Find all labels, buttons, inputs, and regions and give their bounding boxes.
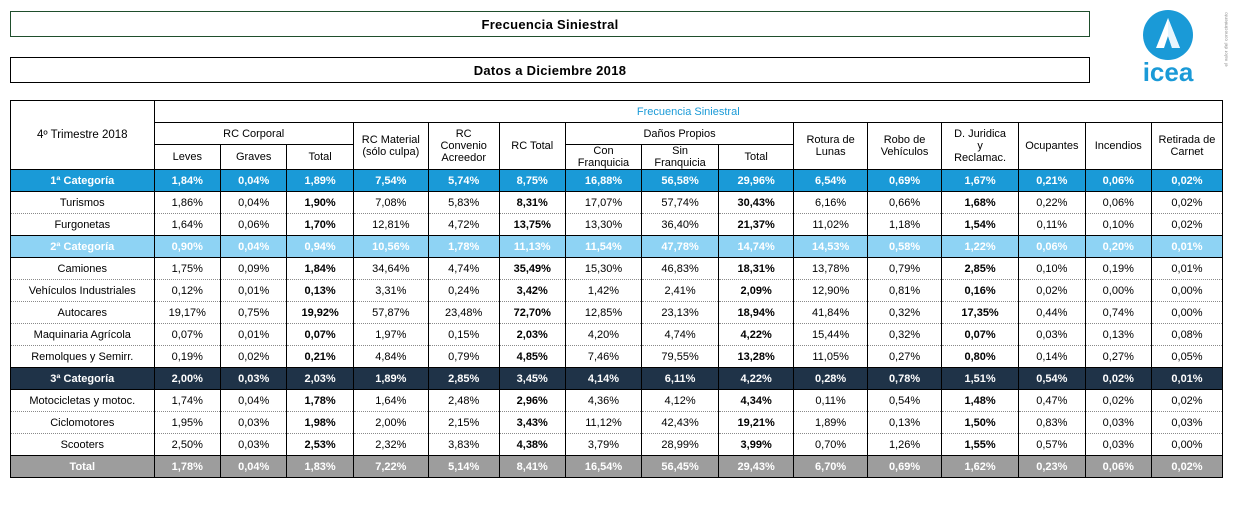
table-cell: 0,02% xyxy=(1151,390,1222,412)
table-cell: 79,55% xyxy=(642,346,719,368)
table-cell: 4,14% xyxy=(565,368,641,390)
table-cell: 57,87% xyxy=(353,302,428,324)
table-cell: 1,78% xyxy=(287,390,353,412)
table-cell: 0,02% xyxy=(1019,280,1085,302)
col-header-robo-vehiculos: Robo de Vehículos xyxy=(868,123,942,170)
table-cell: 15,44% xyxy=(794,324,868,346)
table-row xyxy=(11,390,1223,412)
table-cell: 2,15% xyxy=(428,412,499,434)
table-cell: 3,99% xyxy=(719,434,794,456)
table-cell: 1,50% xyxy=(942,412,1019,434)
table-cell: 0,03% xyxy=(1085,412,1151,434)
table-row xyxy=(11,412,1223,434)
table-cell: 5,14% xyxy=(428,456,499,478)
row-label: Total xyxy=(11,456,155,478)
table-row xyxy=(11,280,1223,302)
table-cell: 0,21% xyxy=(1019,170,1085,192)
table-cell: 1,70% xyxy=(287,214,353,236)
table-cell: 0,06% xyxy=(1085,192,1151,214)
table-row xyxy=(11,324,1223,346)
table-cell: 0,54% xyxy=(1019,368,1085,390)
table-cell: 0,03% xyxy=(220,412,286,434)
table-cell: 0,02% xyxy=(1151,192,1222,214)
table-cell: 42,43% xyxy=(642,412,719,434)
table-cell: 5,74% xyxy=(428,170,499,192)
table-cell: 0,01% xyxy=(1151,236,1222,258)
table-cell: 1,78% xyxy=(428,236,499,258)
table-cell: 1,74% xyxy=(154,390,220,412)
row-label: Camiones xyxy=(11,258,155,280)
table-cell: 0,06% xyxy=(1085,170,1151,192)
table-cell: 35,49% xyxy=(499,258,565,280)
table-cell: 0,27% xyxy=(868,346,942,368)
table-cell: 4,74% xyxy=(428,258,499,280)
table-cell: 0,03% xyxy=(1085,434,1151,456)
table-cell: 4,38% xyxy=(499,434,565,456)
table-cell: 0,01% xyxy=(220,324,286,346)
table-cell: 0,00% xyxy=(1151,434,1222,456)
table-cell: 4,22% xyxy=(719,368,794,390)
table-cell: 0,81% xyxy=(868,280,942,302)
table-cell: 14,74% xyxy=(719,236,794,258)
col-header-rc-corporal-total: Total xyxy=(287,145,353,170)
table-cell: 19,21% xyxy=(719,412,794,434)
table-cell: 4,36% xyxy=(565,390,641,412)
table-cell: 0,15% xyxy=(428,324,499,346)
table-cell: 17,07% xyxy=(565,192,641,214)
table-cell: 15,30% xyxy=(565,258,641,280)
table-cell: 8,75% xyxy=(499,170,565,192)
table-cell: 46,83% xyxy=(642,258,719,280)
table-row xyxy=(11,258,1223,280)
table-cell: 14,53% xyxy=(794,236,868,258)
table-cell: 0,07% xyxy=(942,324,1019,346)
table-cell: 0,03% xyxy=(1151,412,1222,434)
table-cell: 7,08% xyxy=(353,192,428,214)
table-cell: 0,02% xyxy=(1151,170,1222,192)
table-cell: 0,32% xyxy=(868,324,942,346)
table-cell: 6,54% xyxy=(794,170,868,192)
table-cell: 16,54% xyxy=(565,456,641,478)
table-cell: 0,03% xyxy=(220,434,286,456)
table-cell: 0,04% xyxy=(220,456,286,478)
table-row xyxy=(11,456,1223,478)
table-cell: 0,78% xyxy=(868,368,942,390)
row-label: Scooters xyxy=(11,434,155,456)
table-cell: 4,34% xyxy=(719,390,794,412)
row-label: Vehículos Industriales xyxy=(11,280,155,302)
table-cell: 1,89% xyxy=(353,368,428,390)
table-corner-label: 4º Trimestre 2018 xyxy=(11,101,155,170)
table-cell: 0,10% xyxy=(1085,214,1151,236)
table-cell: 1,22% xyxy=(942,236,1019,258)
table-row xyxy=(11,434,1223,456)
table-row xyxy=(11,192,1223,214)
table-cell: 2,00% xyxy=(353,412,428,434)
table-cell: 0,94% xyxy=(287,236,353,258)
col-header-rotura-lunas: Rotura de Lunas xyxy=(794,123,868,170)
table-cell: 1,26% xyxy=(868,434,942,456)
table-cell: 0,57% xyxy=(1019,434,1085,456)
table-cell: 0,02% xyxy=(1085,390,1151,412)
table-cell: 0,12% xyxy=(154,280,220,302)
table-cell: 2,03% xyxy=(499,324,565,346)
table-cell: 1,90% xyxy=(287,192,353,214)
col-header-rc-material: RC Material (sólo culpa) xyxy=(353,123,428,170)
table-cell: 0,70% xyxy=(794,434,868,456)
table-cell: 3,45% xyxy=(499,368,565,390)
table-cell: 1,95% xyxy=(154,412,220,434)
table-cell: 19,17% xyxy=(154,302,220,324)
col-header-rc-convenio: RC Convenio Acreedor xyxy=(428,123,499,170)
row-label: Autocares xyxy=(11,302,155,324)
table-cell: 56,58% xyxy=(642,170,719,192)
table-cell: 1,78% xyxy=(154,456,220,478)
table-cell: 0,06% xyxy=(220,214,286,236)
logo-tagline: el valor del conocimiento xyxy=(1224,12,1229,67)
table-cell: 1,62% xyxy=(942,456,1019,478)
table-cell: 0,11% xyxy=(1019,214,1085,236)
table-cell: 18,94% xyxy=(719,302,794,324)
table-cell: 1,98% xyxy=(287,412,353,434)
icea-logo xyxy=(1112,8,1229,88)
table-cell: 23,13% xyxy=(642,302,719,324)
table-cell: 30,43% xyxy=(719,192,794,214)
table-cell: 13,30% xyxy=(565,214,641,236)
table-cell: 11,54% xyxy=(565,236,641,258)
frequency-table xyxy=(10,100,1223,478)
col-header-incendios: Incendios xyxy=(1085,123,1151,170)
table-cell: 10,56% xyxy=(353,236,428,258)
table-cell: 23,48% xyxy=(428,302,499,324)
table-cell: 4,20% xyxy=(565,324,641,346)
row-label: 1ª Categoría xyxy=(11,170,155,192)
table-cell: 0,14% xyxy=(1019,346,1085,368)
table-cell: 13,78% xyxy=(794,258,868,280)
row-label: Remolques y Semirr. xyxy=(11,346,155,368)
table-cell: 2,96% xyxy=(499,390,565,412)
table-cell: 1,54% xyxy=(942,214,1019,236)
table-cell: 0,27% xyxy=(1085,346,1151,368)
table-cell: 2,53% xyxy=(287,434,353,456)
table-cell: 4,72% xyxy=(428,214,499,236)
row-label: Maquinaria Agrícola xyxy=(11,324,155,346)
table-cell: 1,86% xyxy=(154,192,220,214)
table-cell: 0,10% xyxy=(1019,258,1085,280)
table-cell: 0,19% xyxy=(154,346,220,368)
row-label: Ciclomotores xyxy=(11,412,155,434)
table-cell: 0,02% xyxy=(1151,456,1222,478)
table-cell: 0,69% xyxy=(868,170,942,192)
table-cell: 0,24% xyxy=(428,280,499,302)
table-cell: 2,85% xyxy=(428,368,499,390)
table-cell: 0,58% xyxy=(868,236,942,258)
table-cell: 3,43% xyxy=(499,412,565,434)
table-cell: 0,03% xyxy=(1019,324,1085,346)
table-cell: 12,90% xyxy=(794,280,868,302)
table-cell: 0,11% xyxy=(794,390,868,412)
col-header-d-juridica: D. Juridica y Reclamac. xyxy=(942,123,1019,170)
table-cell: 2,00% xyxy=(154,368,220,390)
table-cell: 13,28% xyxy=(719,346,794,368)
table-cell: 12,85% xyxy=(565,302,641,324)
table-cell: 11,13% xyxy=(499,236,565,258)
table-cell: 7,46% xyxy=(565,346,641,368)
table-cell: 0,04% xyxy=(220,192,286,214)
table-row xyxy=(11,214,1223,236)
table-cell: 0,16% xyxy=(942,280,1019,302)
table-cell: 29,96% xyxy=(719,170,794,192)
table-cell: 1,48% xyxy=(942,390,1019,412)
table-cell: 0,07% xyxy=(154,324,220,346)
table-cell: 1,55% xyxy=(942,434,1019,456)
table-cell: 1,83% xyxy=(287,456,353,478)
table-cell: 2,32% xyxy=(353,434,428,456)
table-cell: 0,06% xyxy=(1019,236,1085,258)
table-cell: 36,40% xyxy=(642,214,719,236)
col-header-ocupantes: Ocupantes xyxy=(1019,123,1085,170)
table-cell: 0,04% xyxy=(220,236,286,258)
table-cell: 1,67% xyxy=(942,170,1019,192)
table-cell: 1,64% xyxy=(154,214,220,236)
table-cell: 47,78% xyxy=(642,236,719,258)
page-title: Frecuencia Siniestral xyxy=(481,16,619,32)
table-cell: 0,13% xyxy=(1085,324,1151,346)
table-cell: 0,02% xyxy=(220,346,286,368)
table-cell: 3,83% xyxy=(428,434,499,456)
table-cell: 7,54% xyxy=(353,170,428,192)
table-cell: 0,01% xyxy=(1151,258,1222,280)
table-cell: 2,50% xyxy=(154,434,220,456)
row-label: 3ª Categoría xyxy=(11,368,155,390)
table-cell: 11,05% xyxy=(794,346,868,368)
table-cell: 0,21% xyxy=(287,346,353,368)
table-cell: 34,64% xyxy=(353,258,428,280)
table-cell: 3,42% xyxy=(499,280,565,302)
row-label: 2ª Categoría xyxy=(11,236,155,258)
table-cell: 0,00% xyxy=(1151,280,1222,302)
table-cell: 0,13% xyxy=(868,412,942,434)
col-header-graves: Graves xyxy=(220,145,286,170)
table-cell: 4,22% xyxy=(719,324,794,346)
table-cell: 2,41% xyxy=(642,280,719,302)
report-title-banner xyxy=(10,11,1090,37)
table-cell: 4,12% xyxy=(642,390,719,412)
table-cell: 0,23% xyxy=(1019,456,1085,478)
table-cell: 12,81% xyxy=(353,214,428,236)
table-body xyxy=(11,170,1223,478)
table-cell: 0,74% xyxy=(1085,302,1151,324)
col-header-sin-franquicia: Sin Franquicia xyxy=(642,145,719,170)
table-cell: 56,45% xyxy=(642,456,719,478)
group-header-danos-propios: Daños Propios xyxy=(565,123,793,145)
table-cell: 1,89% xyxy=(287,170,353,192)
table-cell: 18,31% xyxy=(719,258,794,280)
table-cell: 1,42% xyxy=(565,280,641,302)
table-cell: 1,97% xyxy=(353,324,428,346)
table-cell: 0,00% xyxy=(1151,302,1222,324)
table-cell: 0,09% xyxy=(220,258,286,280)
col-header-danos-propios-total: Total xyxy=(719,145,794,170)
table-cell: 0,02% xyxy=(1085,368,1151,390)
table-cell: 4,74% xyxy=(642,324,719,346)
row-label: Turismos xyxy=(11,192,155,214)
table-cell: 7,22% xyxy=(353,456,428,478)
table-row xyxy=(11,236,1223,258)
table-cell: 0,54% xyxy=(868,390,942,412)
table-cell: 0,47% xyxy=(1019,390,1085,412)
table-cell: 1,84% xyxy=(154,170,220,192)
table-cell: 1,51% xyxy=(942,368,1019,390)
table-cell: 0,04% xyxy=(220,170,286,192)
table-cell: 17,35% xyxy=(942,302,1019,324)
table-cell: 6,16% xyxy=(794,192,868,214)
table-cell: 11,02% xyxy=(794,214,868,236)
table-cell: 8,31% xyxy=(499,192,565,214)
table-cell: 1,64% xyxy=(353,390,428,412)
table-cell: 1,84% xyxy=(287,258,353,280)
row-label: Furgonetas xyxy=(11,214,155,236)
table-cell: 5,83% xyxy=(428,192,499,214)
row-label: Motocicletas y motoc. xyxy=(11,390,155,412)
table-row xyxy=(11,302,1223,324)
table-cell: 0,20% xyxy=(1085,236,1151,258)
col-header-rc-total: RC Total xyxy=(499,123,565,170)
table-cell: 57,74% xyxy=(642,192,719,214)
table-cell: 1,68% xyxy=(942,192,1019,214)
table-cell: 0,66% xyxy=(868,192,942,214)
table-cell: 8,41% xyxy=(499,456,565,478)
report-subtitle-banner xyxy=(10,57,1090,83)
table-cell: 0,19% xyxy=(1085,258,1151,280)
table-cell: 0,08% xyxy=(1151,324,1222,346)
table-cell: 0,03% xyxy=(220,368,286,390)
table-cell: 0,01% xyxy=(220,280,286,302)
table-cell: 2,03% xyxy=(287,368,353,390)
table-row xyxy=(11,346,1223,368)
table-top-group-header: Frecuencia Siniestral xyxy=(154,101,1222,123)
table-cell: 0,07% xyxy=(287,324,353,346)
table-cell: 0,44% xyxy=(1019,302,1085,324)
table-cell: 0,06% xyxy=(1085,456,1151,478)
table-cell: 2,85% xyxy=(942,258,1019,280)
table-cell: 21,37% xyxy=(719,214,794,236)
table-cell: 6,70% xyxy=(794,456,868,478)
table-cell: 2,48% xyxy=(428,390,499,412)
table-cell: 0,79% xyxy=(428,346,499,368)
table-cell: 0,13% xyxy=(287,280,353,302)
table-cell: 1,18% xyxy=(868,214,942,236)
table-cell: 11,12% xyxy=(565,412,641,434)
table-row xyxy=(11,368,1223,390)
col-header-retirada-carnet: Retirada de Carnet xyxy=(1151,123,1222,170)
group-header-rc-corporal: RC Corporal xyxy=(154,123,353,145)
table-cell: 41,84% xyxy=(794,302,868,324)
table-cell: 0,75% xyxy=(220,302,286,324)
table-cell: 4,85% xyxy=(499,346,565,368)
table-cell: 0,69% xyxy=(868,456,942,478)
table-cell: 2,09% xyxy=(719,280,794,302)
table-cell: 1,75% xyxy=(154,258,220,280)
table-row xyxy=(11,170,1223,192)
table-cell: 0,00% xyxy=(1085,280,1151,302)
table-cell: 0,28% xyxy=(794,368,868,390)
col-header-con-franquicia: Con Franquicia xyxy=(565,145,641,170)
table-cell: 0,80% xyxy=(942,346,1019,368)
table-cell: 0,79% xyxy=(868,258,942,280)
table-cell: 0,01% xyxy=(1151,368,1222,390)
table-cell: 0,04% xyxy=(220,390,286,412)
table-cell: 13,75% xyxy=(499,214,565,236)
table-cell: 29,43% xyxy=(719,456,794,478)
table-cell: 3,79% xyxy=(565,434,641,456)
table-cell: 0,05% xyxy=(1151,346,1222,368)
table-cell: 6,11% xyxy=(642,368,719,390)
svg-text:icea: icea xyxy=(1142,57,1194,87)
table-cell: 0,32% xyxy=(868,302,942,324)
report-date-label: Datos a Diciembre 2018 xyxy=(473,62,627,78)
table-cell: 19,92% xyxy=(287,302,353,324)
table-cell: 4,84% xyxy=(353,346,428,368)
table-cell: 0,02% xyxy=(1151,214,1222,236)
table-cell: 0,83% xyxy=(1019,412,1085,434)
table-cell: 0,22% xyxy=(1019,192,1085,214)
table-cell: 28,99% xyxy=(642,434,719,456)
table-cell: 72,70% xyxy=(499,302,565,324)
table-cell: 0,90% xyxy=(154,236,220,258)
table-cell: 3,31% xyxy=(353,280,428,302)
table-cell: 1,89% xyxy=(794,412,868,434)
table-cell: 16,88% xyxy=(565,170,641,192)
col-header-leves: Leves xyxy=(154,145,220,170)
